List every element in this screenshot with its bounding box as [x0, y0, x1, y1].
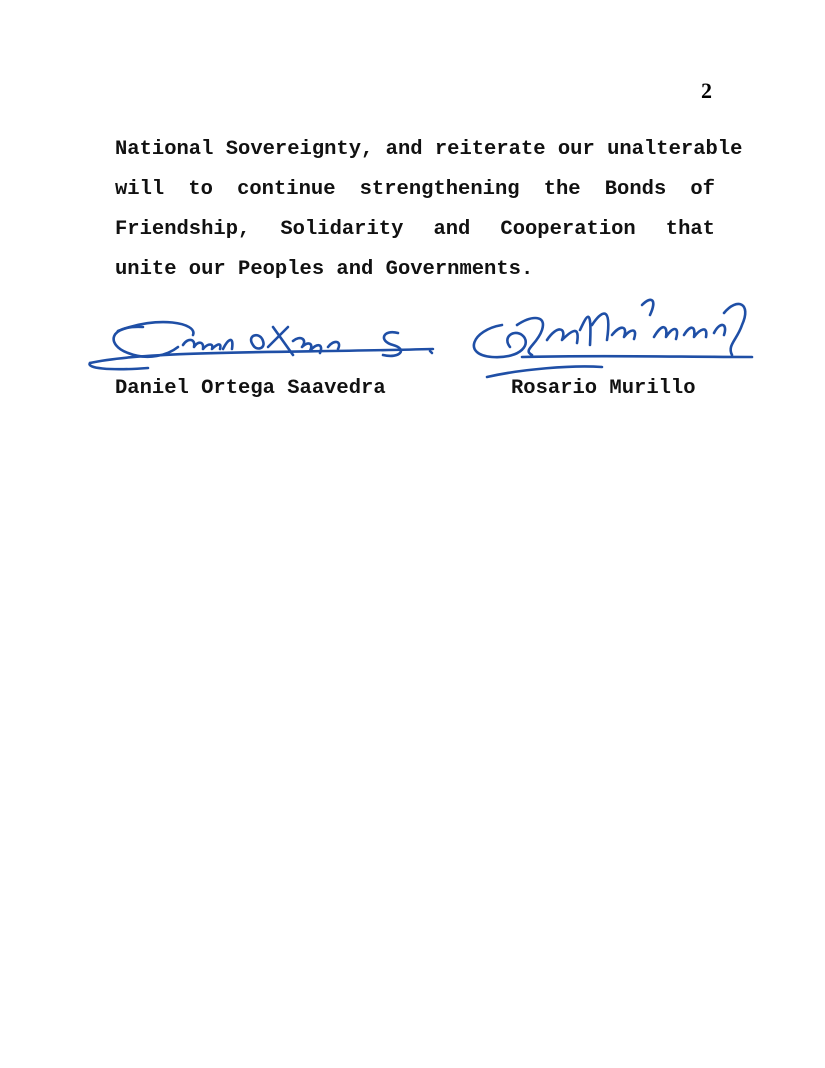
body-paragraph: [115, 130, 743, 290]
signatory-name-right: Rosario Murillo: [511, 377, 696, 400]
body-line: unite our Peoples and Governments.: [115, 258, 534, 281]
page-number: 2: [701, 78, 712, 103]
body-line: will to continue strengthening the Bonds of: [115, 178, 715, 201]
body-line: Friendship, Solidarity and Cooperation that: [115, 218, 715, 241]
body-line: National Sovereignty, and reiterate our unalterable: [115, 138, 743, 161]
signatory-name-left: Daniel Ortega Saavedra: [115, 377, 386, 400]
